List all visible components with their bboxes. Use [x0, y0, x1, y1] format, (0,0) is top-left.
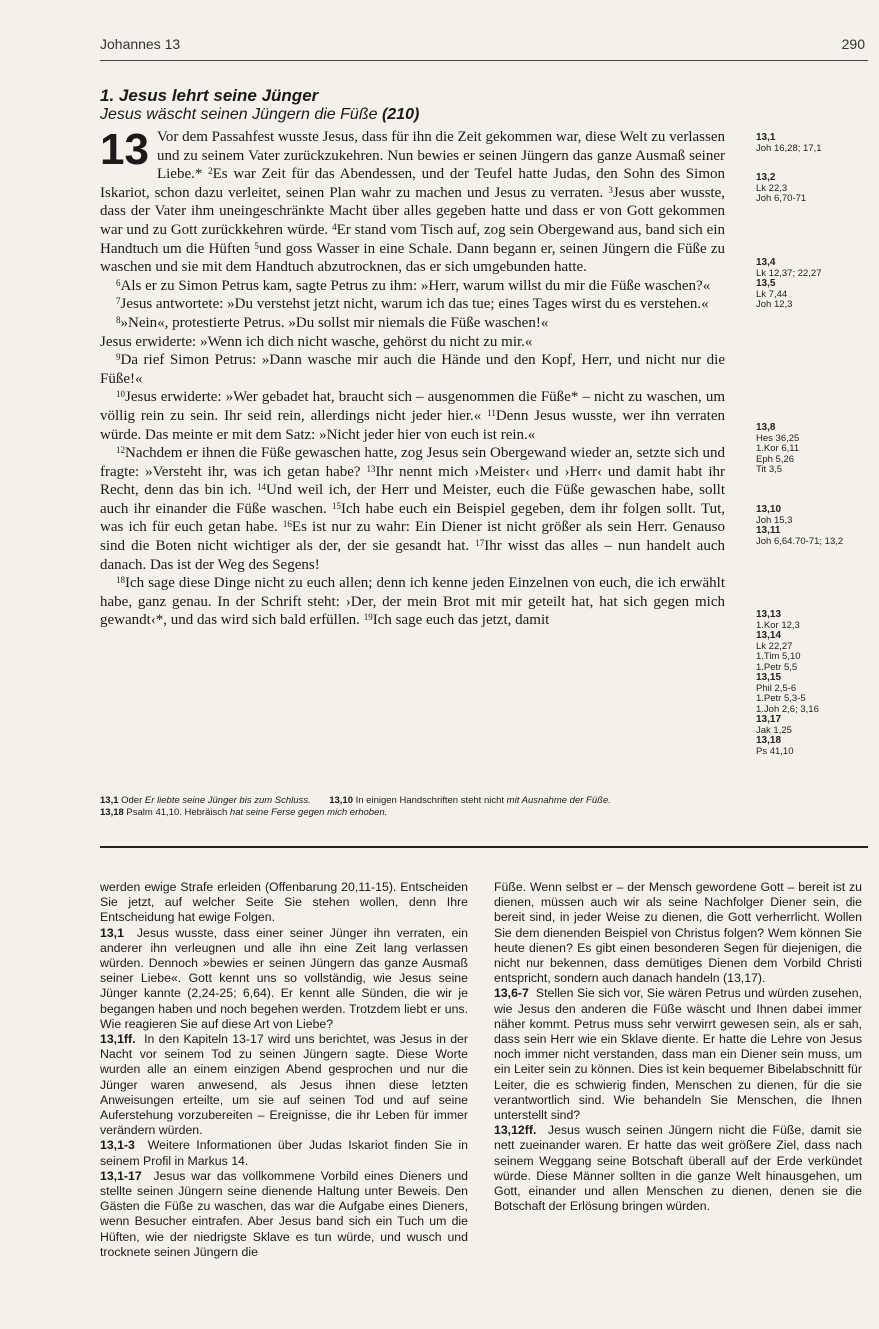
verse-paragraph: $^{18}$Ich sage diese Dinge nicht zu euch allen; denn ich kenne jeden Einzelnen von euch, die ich erwählt habe, ganz genau. In der Schrift steht: ›Der, der mein Brot mit mir geteilt hat, hat sich gegen mich gewandt‹*, und das wird sich bald erfüllen. $^{19}$Ich sage euch das jetzt, damit: [100, 575, 725, 629]
commentary-column-right: [494, 880, 862, 1214]
commentary-column-left: [100, 880, 468, 1260]
commentary-note: Füße. Wenn selbst er – der Mensch gewordene Gott – bereit ist zu dienen, müssen auch wir als seine Nachfolger Diener sein, die bereit sind, in jeder Weise zu dienen, die Gott verherrlicht. Wollen Sie dem dienenden Beispiel von Christus folgen? Wem können Sie heute dienen? Es gibt einen besonderen Segen für diejenigen, die nicht nur bekennen, dass demütiges Dienen dem Vorbild Christi entspricht, sondern auch danach handeln (13,17).: [494, 880, 862, 986]
footnote: 13,18 Psalm 41,10. Hebräisch hat seine Ferse gegen mich erhoben.: [100, 807, 388, 818]
cross-reference-line: 13,1: [756, 132, 776, 143]
verse-paragraph: $^9$Da rief Simon Petrus: »Dann wasche mir auch die Hände und den Kopf, Herr, und nicht nur die Füße!«: [100, 352, 725, 387]
cross-reference-group: [756, 133, 871, 154]
cross-reference-line: 13,15: [756, 672, 782, 683]
cross-reference-line: 1.Tim 5,10: [756, 651, 801, 662]
cross-reference-group: [756, 423, 871, 476]
cross-reference-line: 13,4: [756, 257, 776, 268]
pericope-subtitle: [100, 106, 419, 124]
cross-reference-line: Joh 16,28; 17,1: [756, 142, 822, 154]
verse-paragraph: Vor dem Passahfest wusste Jesus, dass für ihn die Zeit gekommen war, diese Welt zu verlassen und zu seinem Vater zurückzukehren. Nun bewies er seinen Jüngern das ganze Ausmaß seiner Liebe.* $^2$Es war Zeit für das Abendessen, und der Teufel hatte Judas, den Sohn des Simon Iskariot, schon dazu verleitet, seinen Plan wahr zu machen und Jesus zu verraten. $^3$Jesus aber wusste, dass der Vater ihm uneingeschränkte Macht über alles gegeben hatte und dass er von Gott gekommen war und zu Gott zurückkehren würde. $^4$Er stand vom Tisch auf, zog sein Obergewand aus, band sich ein Handtuch um die Hüften $^5$und goss Wasser in eine Schale. Dann begann er, seinen Jüngern die Füße zu waschen und sie mit dem Handtuch abzutrocknen, das er sich umgebunden hatte.: [100, 129, 725, 276]
cross-reference-line: 1.Petr 5,3-5: [756, 693, 806, 704]
chapter-number: 13: [100, 125, 149, 174]
cross-reference-line: Hes 36,25: [756, 432, 800, 444]
cross-reference-line: 13,18: [756, 735, 782, 746]
cross-reference-line: Joh 15,3: [756, 514, 793, 526]
verse-paragraph: $^{10}$Jesus erwiderte: »Wer gebadet hat, braucht sich – ausgenommen die Füße* – nicht zu waschen, um völlig rein zu sein. Ihr seid rein, allerdings nicht jeder hier.« $^{11}$Denn Jesus wusste, wer ihn verraten würde. Das meinte er mit dem Satz: »Nicht jeder hier von euch ist rein.«: [100, 389, 725, 443]
cross-reference-line: Joh 6,70-71: [756, 193, 807, 204]
cross-reference-group: [756, 610, 871, 757]
cross-reference-line: 13,2: [756, 172, 776, 183]
cross-reference-line: 13,11: [756, 525, 781, 536]
verse-paragraph: $^{12}$Nachdem er ihnen die Füße gewaschen hatte, zog Jesus sein Obergewand wieder an, setzte sich und fragte: »Versteht ihr, was ich getan habe? $^{13}$Ihr nennt mich ›Meister‹ und ›Herr‹ und damit habt ihr Recht, denn das bin ich. $^{14}$Und weil ich, der Herr und Meister, euch die Füße gewaschen habe, sollt auch ihr einander die Füße waschen. $^{15}$Ich habe euch ein Beispiel gegeben, dem ihr folgen sollt. Tut, was ich für euch getan habe. $^{16}$Es ist nur zu wahr: Ein Diener ist nicht größer als sein Herr. Genauso sind die Boten nicht wichtiger als der, der sie gesandt hat. $^{17}$Ihr wisst das alles – nun handelt auch danach. Das ist der Weg des Segens!: [100, 445, 725, 573]
cross-reference-line: Lk 22,3: [756, 182, 788, 194]
verse-paragraph: $^7$Jesus antwortete: »Du verstehst jetzt nicht, warum ich das tue; eines Tages wirst du es verstehen.«: [116, 296, 709, 313]
cross-reference-group: [756, 505, 871, 547]
cross-reference-line: Phil 2,5-6: [756, 682, 797, 694]
cross-reference-line: Eph 5,26: [756, 453, 795, 465]
header-rule: [100, 60, 868, 61]
commentary-note: 13,1ff. In den Kapiteln 13-17 wird uns berichtet, was Jesus in der Nacht vor seinem Tod zu seinen Jüngern sagte. Diese Worte wurden alle an einem einzigen Abend gesprochen und nur die Jünger waren anwesend, als Jesus ihnen diese letzten Anweisungen erteilte, um sie auf seinen Tod und auf seine Auferstehung vorzubereiten – Ereignisse, die ihr Leben für immer verändern würden.: [100, 1032, 468, 1138]
cross-reference-line: 13,10: [756, 504, 782, 515]
cross-reference-line: 13,14: [756, 630, 782, 641]
subtitle-text: Jesus wäscht seinen Jüngern die Füße: [100, 106, 378, 123]
verse-list: [100, 125, 725, 630]
commentary-note: 13,1-17 Jesus war das vollkommene Vorbild eines Dieners und stellte seinen Jüngern seine dienende Haltung unter Beweis. Den Gästen die Füße zu waschen, das war die Aufgabe eines Dieners, wenn Besucher eintrafen. Aber Jesus band sich ein Tuch um die Hüften, wie der niedrigste Sklave es tun würde, und wusch und trocknete seinen Jüngern die: [100, 1168, 468, 1259]
cross-reference-line: 1.Joh 2,6; 3,16: [756, 703, 819, 715]
commentary-note: 13,1-3 Weitere Informationen über Judas Iskariot finden Sie in seinem Profil in Markus 14.: [100, 1138, 468, 1168]
commentary-note: 13,1 Jesus wusste, dass einer seiner Jünger ihn verraten, ein anderer ihn verleugnen und alle ihn eine Zeit lang verlassen würden. Dennoch »bewies er seinen Jüngern das ganze Ausmaß seiner Liebe«. Gott kennt uns so vollständig, wie Jesus seine Jünger kannte (2,24-25; 6,64). Er kennt alle Sünden, die wir je begangen haben und noch begehen werden. Trotzdem liebt er uns. Wie reagieren Sie auf diese Art von Liebe?: [100, 925, 468, 1031]
cross-reference-line: 13,5: [756, 278, 776, 289]
cross-reference-line: 1.Kor 6,11: [756, 443, 800, 454]
footnote: 13,1 Oder Er liebte seine Jünger bis zum Schluss. 13,10 In einigen Handschriften steht nicht mit Ausnahme der Füße.: [100, 795, 611, 806]
subtitle-ref: (210): [381, 106, 420, 123]
cross-reference-line: Lk 12,37; 22,27: [756, 267, 822, 279]
cross-reference-line: Lk 22,27: [756, 640, 793, 652]
cross-reference-group: [756, 258, 871, 311]
commentary-note: 13,12ff. Jesus wusch seinen Jüngern nicht die Füße, damit sie nett zueinander waren. Er hatte das weit größere Ziel, dass nach seinem Weggang seine Botschaft überall auf der Erde verkündet würde. Diese Männer sollten in die ganze Welt hinausgehen, um Gott, einander und allen Menschen zu dienen, denen sie die Botschaft der Erlösung bringen würden.: [494, 1123, 862, 1214]
cross-reference-line: 1.Kor 12,3: [756, 619, 800, 631]
bible-text: [100, 125, 725, 630]
verse-paragraph: $^6$Als er zu Simon Petrus kam, sagte Petrus zu ihm: »Herr, warum willst du mir die Füße waschen?«: [116, 277, 711, 294]
cross-reference-line: 1.Petr 5,5: [756, 661, 798, 673]
commentary-note: 13,6-7 Stellen Sie sich vor, Sie wären Petrus und würden zusehen, wie Jesus den anderen die Füße wäscht und Ihnen dabei immer näher kommt. Petrus muss sehr verwirrt gewesen sein, als er sah, dass sein Herr wie ein Sklave diente. Er hatte die Lehre von Jesus noch immer nicht verstanden, dass man ein Diener sein muss, um ein Leiter sein zu können. Dies ist kein bequemer Bibelabschnitt für Leiter, die es schwierig finden, Menschen zu dienen, für die sie verantwortlich sind. Wie behandeln Sie Menschen, die Ihnen unterstellt sind?: [494, 986, 862, 1123]
verse-paragraph: $^8$»Nein«, protestierte Petrus. »Du sollst mir niemals die Füße waschen!« Jesus erwiderte: »Wenn ich dich nicht wasche, gehörst du nicht zu mir.«: [100, 314, 549, 350]
commentary-divider: [100, 846, 868, 848]
cross-reference-group: [756, 173, 871, 205]
cross-reference-line: Tit 3,5: [756, 464, 783, 475]
cross-reference-line: 13,17: [756, 714, 782, 725]
cross-reference-line: Joh 6,64.70-71; 13,2: [756, 535, 844, 547]
section-title: 1. Jesus lehrt seine Jünger: [100, 86, 319, 105]
running-header-book: Johannes 13: [100, 36, 181, 52]
cross-reference-line: 13,8: [756, 422, 776, 433]
cross-reference-line: Jak 1,25: [756, 724, 792, 736]
cross-reference-line: 13,13: [756, 609, 782, 620]
cross-reference-line: Joh 12,3: [756, 299, 793, 310]
cross-reference-line: Ps 41,10: [756, 745, 794, 757]
commentary-note: werden ewige Strafe erleiden (Offenbarung 20,11-15). Entscheiden Sie jetzt, auf welcher Seite Sie stehen wollen, denn Ihre Entscheidung hat ewige Folgen.: [100, 880, 468, 925]
cross-reference-line: Lk 7,44: [756, 288, 788, 300]
page-number: 290: [841, 36, 865, 52]
